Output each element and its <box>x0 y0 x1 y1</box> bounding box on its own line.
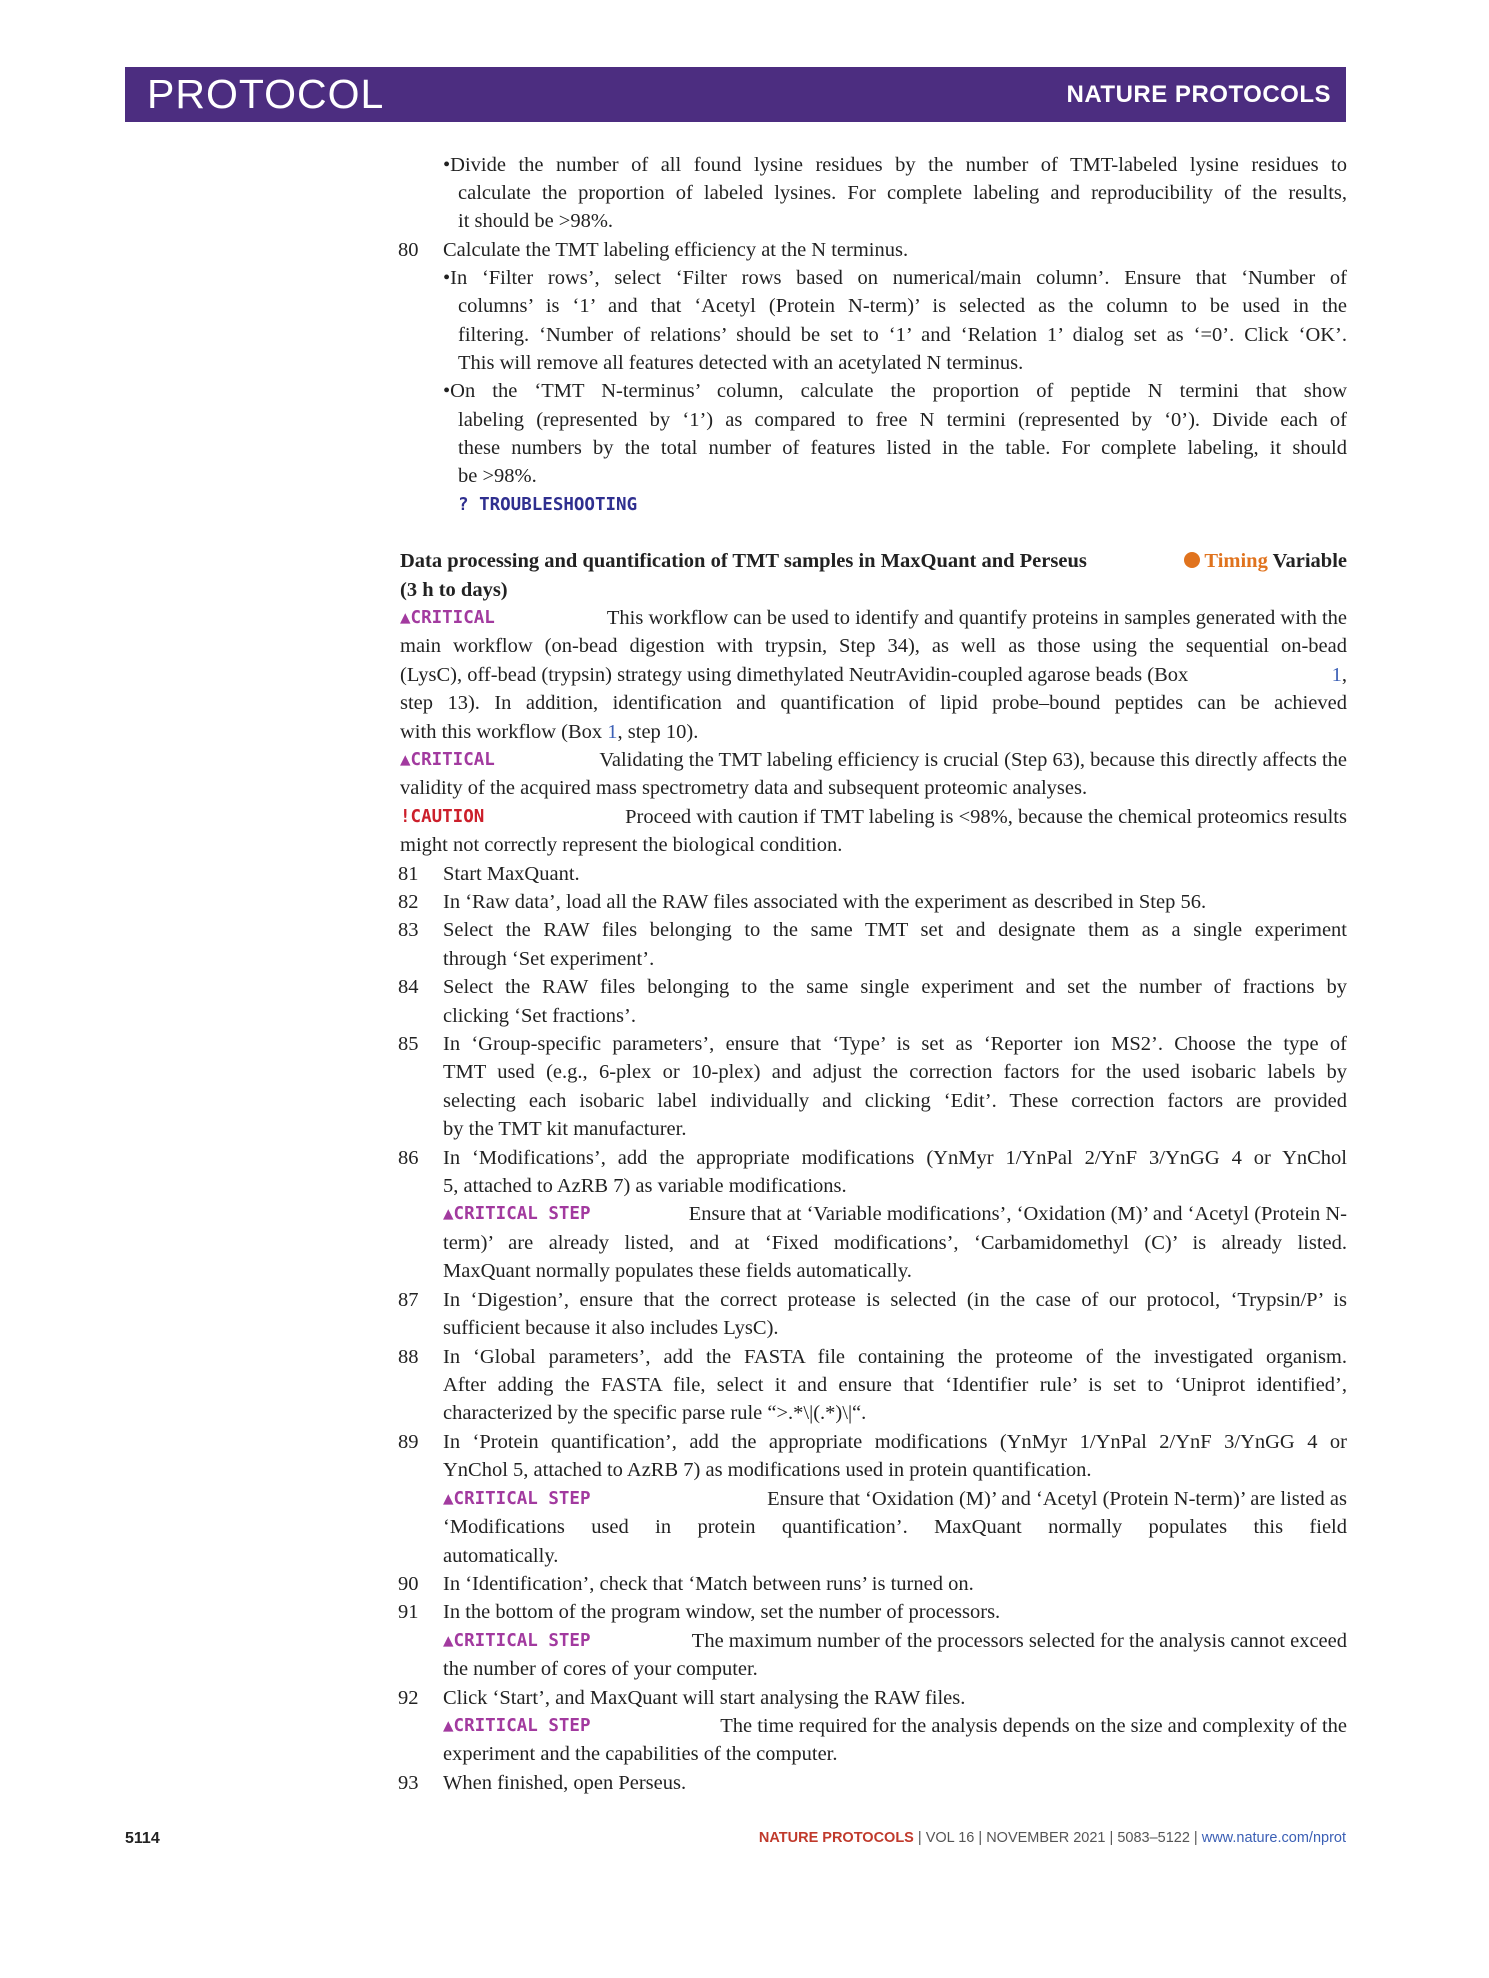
text-line <box>400 662 1347 688</box>
text-line: •Divide the number of all found lysine residues by the number of TMT-labeled lysine residues to <box>443 154 1347 176</box>
text-line: step 13). In addition, identification and quantification of lipid probe–bound peptides can be achieved <box>400 692 1347 714</box>
text-line: •In ‘Filter rows’, select ‘Filter rows based on numerical/main column’. Ensure that ‘Number of <box>443 267 1347 289</box>
text-line: Ensure that ‘Oxidation (M)’ and ‘Acetyl (Protein N-term)’ are listed as <box>767 1488 1347 1510</box>
footer-pages: 5083–5122 <box>1117 1830 1190 1846</box>
troubleshooting-link[interactable]: ? TROUBLESHOOTING <box>458 495 638 515</box>
step-text: Select the RAW files belonging to the same TMT set and designate them as a single experiment <box>443 919 1347 941</box>
text-line: the number of cores of your computer. <box>443 1658 758 1680</box>
step-text: In ‘Digestion’, ensure that the correct protease is selected (in the case of our protocol, ‘Trypsin/P’ is <box>443 1289 1347 1311</box>
step-text: In ‘Modifications’, add the appropriate modifications (YnMyr 1/YnPal 2/YnF 3/YnGG 4 or YnChol <box>443 1147 1347 1169</box>
box-link[interactable]: 1 <box>1331 664 1342 686</box>
timing-value: Variable <box>1272 550 1347 572</box>
timing-range: (3 h to days) <box>400 579 508 601</box>
critical-step-label: ▲CRITICAL STEP <box>443 1489 591 1509</box>
text-line: main workflow (on-bead digestion with trypsin, Step 34), as well as those using the sequential on-bead <box>400 635 1347 657</box>
step-text: through ‘Set experiment’. <box>443 948 655 970</box>
critical-step <box>443 1201 1347 1227</box>
footer-journal: NATURE PROTOCOLS <box>758 1830 914 1846</box>
critical-block <box>400 605 1347 631</box>
step-number: 82 <box>398 891 419 913</box>
step-number: 89 <box>398 1431 419 1453</box>
step-number: 88 <box>398 1346 419 1368</box>
step-text: Click ‘Start’, and MaxQuant will start analysing the RAW files. <box>443 1687 966 1709</box>
step-text: In ‘Raw data’, load all the RAW files associated with the experiment as described in Step 56. <box>443 891 1207 913</box>
footer-sep: | <box>1109 1830 1114 1846</box>
text-line: calculate the proportion of labeled lysines. For complete labeling and reproducibility of the results, <box>458 182 1347 204</box>
step-number: 86 <box>398 1147 419 1169</box>
timing-group <box>1184 548 1347 574</box>
critical-step <box>443 1713 1347 1739</box>
critical-step-label: ▲CRITICAL STEP <box>443 1716 591 1736</box>
step-text: In the bottom of the program window, set the number of processors. <box>443 1601 1001 1623</box>
footer-date: NOVEMBER 2021 <box>986 1830 1106 1846</box>
box-link[interactable]: 1 <box>607 721 618 743</box>
text-fragment: , <box>1341 664 1347 686</box>
step-text: When finished, open Perseus. <box>443 1772 687 1794</box>
step-number: 87 <box>398 1289 419 1311</box>
text-line: columns’ is ‘1’ and that ‘Acetyl (Protein N-term)’ is selected as the column to be used in the <box>458 295 1347 317</box>
critical-step <box>443 1628 1347 1654</box>
section-title: Data processing and quantification of TMT samples in MaxQuant and Perseus <box>400 550 1087 572</box>
text-line: it should be >98%. <box>458 210 614 232</box>
text-line: Ensure that at ‘Variable modifications’, ‘Oxidation (M)’ and ‘Acetyl (Protein N- <box>688 1203 1347 1225</box>
step-number: 92 <box>398 1687 419 1709</box>
step-number: 93 <box>398 1772 419 1794</box>
step-number: 83 <box>398 919 419 941</box>
page-number: 5114 <box>125 1830 160 1847</box>
text-line: Proceed with caution if TMT labeling is <98%, because the chemical proteomics results <box>625 806 1347 828</box>
footer-sep: | <box>917 1830 922 1846</box>
step-text: 5, attached to AzRB 7) as variable modifications. <box>443 1175 847 1197</box>
section-label: PROTOCOL <box>147 71 385 117</box>
step-number: 81 <box>398 863 419 885</box>
text-line: labeling (represented by ‘1’) as compared to free N termini (represented by ‘0’). Divide each of <box>458 409 1347 431</box>
text-fragment: step 10). <box>627 721 699 743</box>
text-line: experiment and the capabilities of the computer. <box>443 1743 838 1765</box>
step-text: selecting each isobaric label individually and clicking ‘Edit’. These correction factors are provided <box>443 1090 1347 1112</box>
step-text: In ‘Identification’, check that ‘Match between runs’ is turned on. <box>443 1573 974 1595</box>
step-number: 91 <box>398 1601 419 1623</box>
header-bar <box>125 67 1346 122</box>
step-text: In ‘Group-specific parameters’, ensure that ‘Type’ is set as ‘Reporter ion MS2’. Choose the type of <box>443 1033 1347 1055</box>
footer-volume: VOL 16 <box>925 1830 975 1846</box>
step-text: clicking ‘Set fractions’. <box>443 1005 636 1027</box>
text-line: be >98%. <box>458 465 537 487</box>
text-line: filtering. ‘Number of relations’ should be set to ‘1’ and ‘Relation 1’ dialog set as ‘=0’. Click ‘OK’. <box>458 324 1347 346</box>
critical-step <box>443 1486 1347 1512</box>
text-line: This will remove all features detected with an acetylated N terminus. <box>458 352 1024 374</box>
critical-label: ▲CRITICAL <box>400 608 495 628</box>
text-fragment: with this workflow (Box <box>400 721 603 743</box>
step-text: In ‘Protein quantification’, add the appropriate modifications (YnMyr 1/YnPal 2/YnF 3/YnGG 4 or <box>443 1431 1347 1453</box>
text-line: •On the ‘TMT N-terminus’ column, calculate the proportion of peptide N termini that show <box>443 380 1347 402</box>
citation-line <box>759 1830 1346 1846</box>
caution-label: !CAUTION <box>400 807 485 827</box>
step-text: Start MaxQuant. <box>443 863 580 885</box>
footer-sep: | <box>1193 1830 1198 1846</box>
text-line: term)’ are already listed, and at ‘Fixed modifications’, ‘Carbamidomethyl (C)’ is already listed. <box>443 1232 1347 1254</box>
critical-block <box>400 747 1347 773</box>
text-line <box>400 719 698 745</box>
step-text: After adding the FASTA file, select it and ensure that ‘Identifier rule’ is set to ‘Uniprot identified’, <box>443 1374 1347 1396</box>
step-number: 84 <box>398 976 419 998</box>
step-number: 80 <box>398 239 419 261</box>
text-line: automatically. <box>443 1545 559 1567</box>
step-number: 85 <box>398 1033 419 1055</box>
step-number: 90 <box>398 1573 419 1595</box>
critical-step-label: ▲CRITICAL STEP <box>443 1631 591 1651</box>
text-line: ‘Modifications used in protein quantification’. MaxQuant normally populates this field <box>443 1516 1347 1538</box>
step-text: Select the RAW files belonging to the same single experiment and set the number of fractions by <box>443 976 1347 998</box>
timing-label: Timing <box>1204 550 1268 572</box>
text-line: MaxQuant normally populates these fields automatically. <box>443 1260 912 1282</box>
footer-url-link[interactable]: www.nature.com/nprot <box>1201 1830 1346 1846</box>
text-line: validity of the acquired mass spectrometry data and subsequent proteomic analyses. <box>400 777 1088 799</box>
text-fragment: , <box>617 721 623 743</box>
journal-name: NATURE PROTOCOLS <box>1066 81 1331 108</box>
text-line: Validating the TMT labeling efficiency is crucial (Step 63), because this directly affects the <box>599 749 1347 771</box>
step-text: TMT used (e.g., 6-plex or 10-plex) and adjust the correction factors for the used isobaric labels by <box>443 1061 1347 1083</box>
critical-step-label: ▲CRITICAL STEP <box>443 1204 591 1224</box>
critical-label: ▲CRITICAL <box>400 750 495 770</box>
step-text: characterized by the specific parse rule “>.*\|(.*)\|“. <box>443 1402 867 1424</box>
text-fragment: (LysC), off-bead (trypsin) strategy using dimethylated NeutrAvidin-coupled agarose beads (Box <box>400 664 1189 686</box>
step-text: YnChol 5, attached to AzRB 7) as modifications used in protein quantification. <box>443 1459 1092 1481</box>
caution-block <box>400 804 1347 830</box>
footer-sep: | <box>978 1830 983 1846</box>
step-text: In ‘Global parameters’, add the FASTA file containing the proteome of the investigated organism. <box>443 1346 1347 1368</box>
step-text: Calculate the TMT labeling efficiency at the N terminus. <box>443 239 909 261</box>
step-text: sufficient because it also includes LysC). <box>443 1317 779 1339</box>
text-line: The maximum number of the processors selected for the analysis cannot exceed <box>691 1630 1347 1652</box>
text-line: might not correctly represent the biological condition. <box>400 834 843 856</box>
timing-dot-icon <box>1184 552 1200 568</box>
text-line: This workflow can be used to identify and quantify proteins in samples generated with the <box>606 607 1347 629</box>
section-heading <box>400 548 1347 574</box>
step-text: by the TMT kit manufacturer. <box>443 1118 687 1140</box>
text-line: these numbers by the total number of features listed in the table. For complete labeling, it should <box>458 437 1347 459</box>
text-line: The time required for the analysis depends on the size and complexity of the <box>720 1715 1347 1737</box>
